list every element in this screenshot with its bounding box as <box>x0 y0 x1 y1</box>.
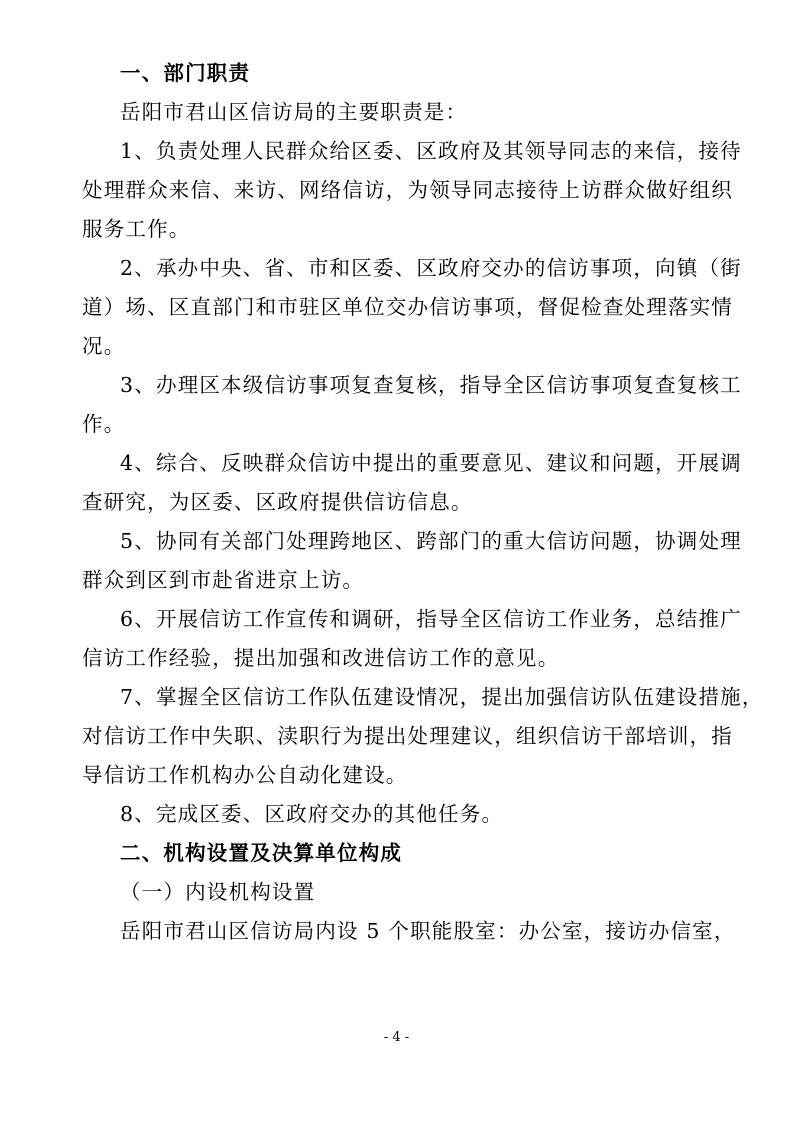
subheading-internal-structure: （一）内设机构设置 <box>120 880 316 904</box>
section-heading-duties: 一、部门职责 <box>120 61 251 85</box>
text-line: 信访工作经验，提出加强和改进信访工作的意见。 <box>82 646 560 670</box>
duty-item-5 <box>82 522 742 600</box>
text-line: 导信访工作机构办公自动化建设。 <box>82 763 408 787</box>
document-body <box>82 54 764 951</box>
duty-item-3 <box>82 366 742 444</box>
section-heading-structure: 二、机构设置及决算单位构成 <box>120 841 403 865</box>
structure-paragraph: 岳阳市君山区信访局内设 5 个职能股室：办公室，接访办信室， <box>120 919 736 943</box>
text-line: 7、掌握全区信访工作队伍建设情况，提出加强信访队伍建设措施， <box>120 685 764 709</box>
text-line: 4、综合、反映群众信访中提出的重要意见、建议和问题，开展调 <box>120 451 742 475</box>
text-line: 道）场、区直部门和市驻区单位交办信访事项，督促检查处理落实情 <box>82 295 733 319</box>
duty-item-7 <box>82 678 764 795</box>
text-line: 5、协同有关部门处理跨地区、跨部门的重大信访问题，协调处理 <box>120 529 742 553</box>
page-number: - 4 - <box>383 1030 410 1045</box>
text-line: 2、承办中央、省、市和区委、区政府交办的信访事项，向镇（街 <box>120 256 742 280</box>
text-line: 处理群众来信、来访、网络信访，为领导同志接待上访群众做好组织 <box>82 178 733 202</box>
text-line: 对信访工作中失职、渎职行为提出处理建议，组织信访干部培训，指 <box>82 724 733 748</box>
duty-item-2 <box>82 249 742 366</box>
text-line: 群众到区到市赴省进京上访。 <box>82 568 365 592</box>
text-line: 3、办理区本级信访事项复查复核，指导全区信访事项复查复核工 <box>120 373 742 397</box>
text-line: 8、完成区委、区政府交办的其他任务。 <box>120 802 504 826</box>
text-line: 况。 <box>82 334 126 358</box>
text-line: 作。 <box>82 412 126 436</box>
duty-item-6 <box>82 600 742 678</box>
intro-paragraph: 岳阳市君山区信访局的主要职责是： <box>120 100 468 124</box>
text-line: 服务工作。 <box>82 217 191 241</box>
duty-item-8 <box>82 795 714 834</box>
text-line: 查研究，为区委、区政府提供信访信息。 <box>82 490 473 514</box>
duty-item-1 <box>82 132 742 249</box>
duty-item-4 <box>82 444 742 522</box>
text-line: 1、负责处理人民群众给区委、区政府及其领导同志的来信，接待 <box>120 139 742 163</box>
text-line: 6、开展信访工作宣传和调研，指导全区信访工作业务，总结推广 <box>120 607 742 631</box>
